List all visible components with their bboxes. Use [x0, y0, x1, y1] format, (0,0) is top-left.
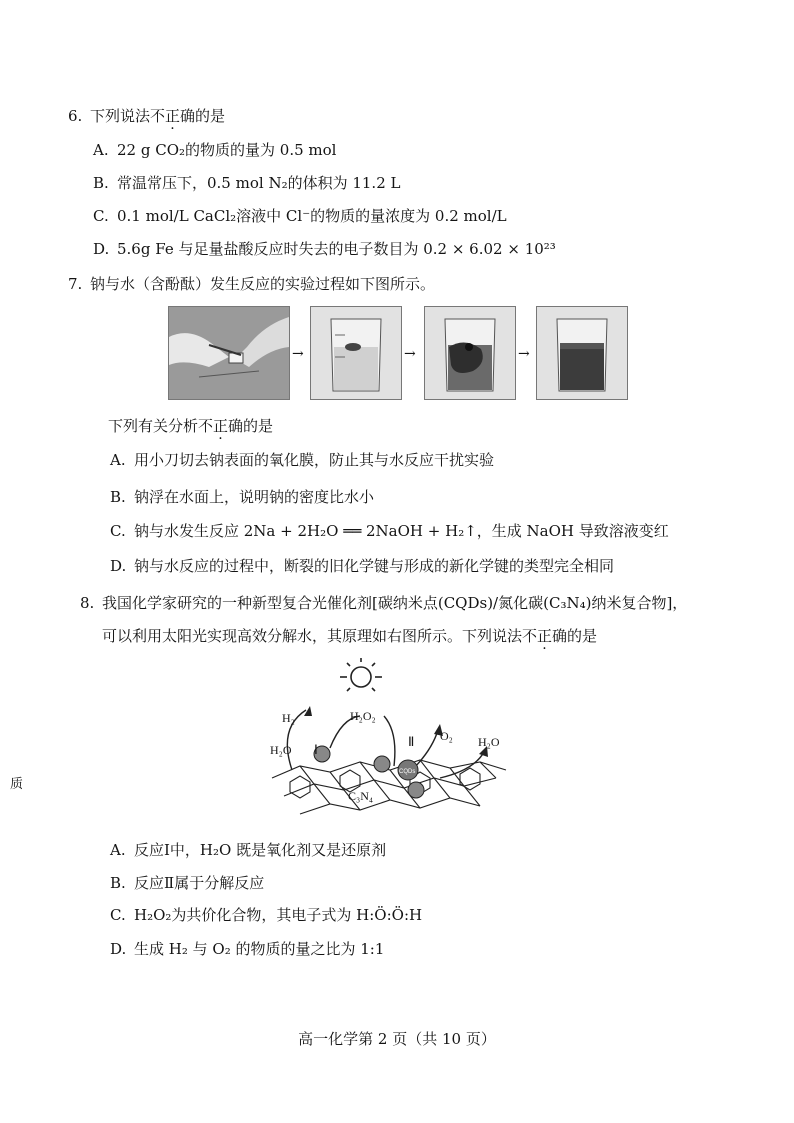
beaker-2-image	[425, 307, 515, 399]
q8-option-a: A. 反应Ⅰ中，H₂O 既是氧化剂又是还原剂	[110, 841, 387, 859]
label-reaction-2: Ⅱ	[408, 734, 415, 749]
q6-stem-emphasis: 不正确	[150, 107, 196, 125]
page-footer: 高一化学第 2 页（共 10 页）	[298, 1030, 496, 1048]
q6-stem-pre: 下列说法	[90, 107, 151, 125]
label-c3n4: C₃N₄	[348, 789, 374, 803]
q6-option-b: B. 常温常压下，0.5 mol N₂的体积为 11.2 L	[93, 174, 401, 192]
q7-option-a: A. 用小刀切去钠表面的氧化膜，防止其与水反应干扰实验	[110, 451, 495, 469]
photo-beaker-1	[310, 306, 402, 400]
q6-option-c: C. 0.1 mol/L CaCl₂溶液中 Cl⁻的物质的量浓度为 0.2 mol/L	[93, 207, 507, 225]
q7-stem: 7. 钠与水（含酚酞）发生反应的实验过程如下图所示。	[68, 275, 436, 293]
label-cqds: CQDs	[399, 769, 416, 775]
q8-stem-emphasis: 不正确	[522, 627, 568, 645]
q6-stem	[68, 106, 225, 126]
q7-option-c: C. 钠与水发生反应 2Na + 2H₂O ══ 2NaOH + H₂↑，生成 NaOH 导致溶液变红	[110, 522, 669, 540]
margin-mark: 质	[10, 777, 24, 792]
photo-cutting-sodium	[168, 306, 290, 400]
label-o2: O₂	[440, 729, 453, 743]
q6-option-d: D. 5.6g Fe 与足量盐酸反应时失去的电子数目为 0.2 × 6.02 × 10²³	[93, 240, 556, 258]
cqd-dot-3	[408, 782, 424, 798]
q6-number: 6.	[68, 107, 83, 125]
beaker-3-image	[537, 307, 627, 399]
label-h2o-in: H₂O	[270, 743, 292, 757]
label-h2o-out: H₂O	[478, 735, 500, 749]
q7-sub-stem: 下列有关分析不正确的是	[108, 417, 274, 435]
label-reaction-1: Ⅰ	[314, 742, 318, 757]
beaker-1-image	[311, 307, 401, 399]
arrow-icon-3: →	[518, 346, 530, 362]
q7-sub-emphasis: 不正确	[198, 417, 244, 435]
photo-beaker-2	[424, 306, 516, 400]
q8-stem-line2: 可以利用太阳光实现高效分解水，其原理如右图所示。下列说法不正确的是	[102, 627, 598, 645]
cutting-sodium-image	[169, 307, 289, 399]
arrow-icon-1: →	[292, 346, 304, 362]
sun-icon	[340, 658, 382, 691]
cqd-dot-2	[374, 756, 390, 772]
label-h2: H₂	[282, 711, 295, 725]
q8-number: 8.	[80, 594, 95, 612]
photocatalysis-diagram	[260, 658, 520, 820]
label-h2o2: H₂O₂	[350, 709, 376, 723]
q8-option-d: D. 生成 H₂ 与 O₂ 的物质的量之比为 1:1	[110, 940, 385, 958]
q7-option-b: B. 钠浮在水面上，说明钠的密度比水小	[110, 488, 375, 506]
q7-option-d: D. 钠与水反应的过程中，断裂的旧化学键与形成的新化学键的类型完全相同	[110, 557, 615, 575]
q8-stem-line1: 8. 我国化学家研究的一种新型复合光催化剂[碳纳米点(CQDs)/氮化碳(C₃N₄)纳米复合物]，	[80, 594, 688, 612]
q8-option-b: B. 反应Ⅱ属于分解反应	[110, 874, 265, 892]
q6-stem-post: 的是	[195, 107, 226, 125]
q7-number: 7.	[68, 275, 83, 293]
photo-beaker-3	[536, 306, 628, 400]
arrow-icon-2: →	[404, 346, 416, 362]
q8-option-c: C. H₂O₂为共价化合物，其电子式为 H:Ö:Ö:H	[110, 906, 423, 924]
arrow-h2o-out	[440, 752, 484, 778]
q6-option-a: A. 22 g CO₂的物质的量为 0.5 mol	[93, 141, 337, 159]
